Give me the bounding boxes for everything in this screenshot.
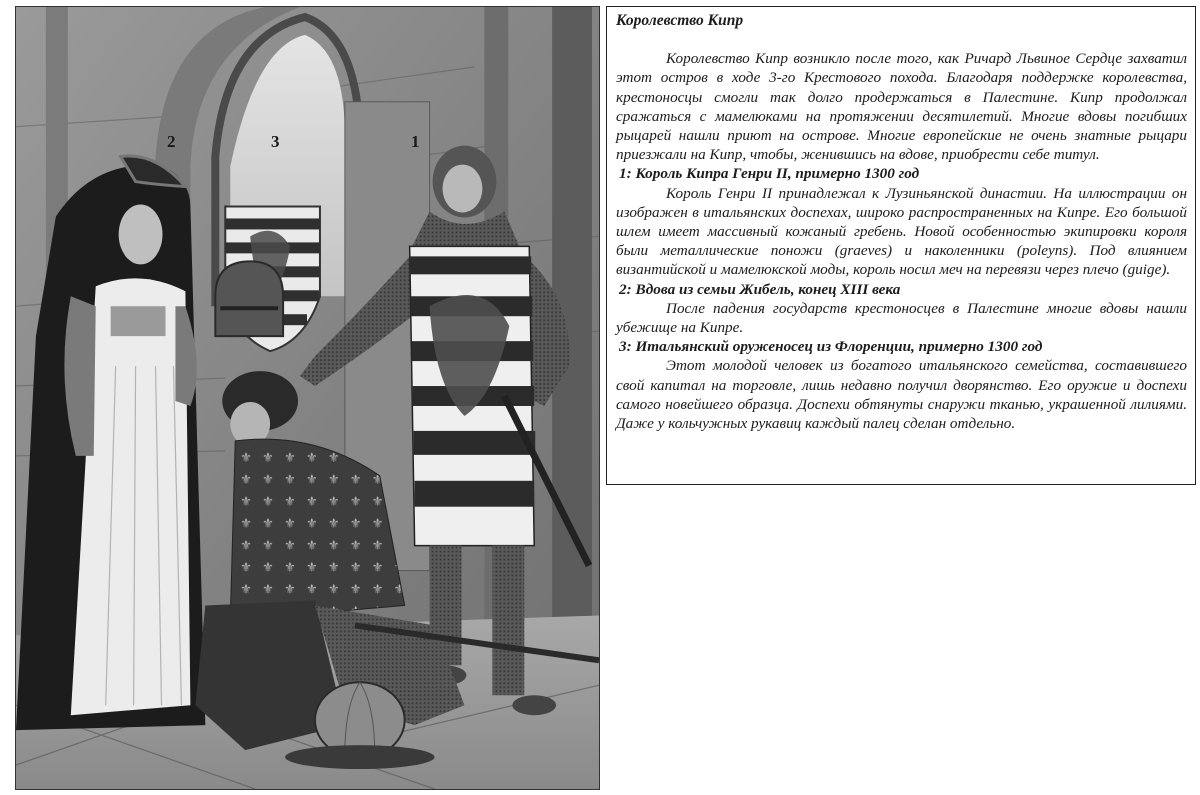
illustration-plate <box>15 6 600 790</box>
section-3-body: Этот молодой человек из богатого итальянского семейства, составившего свой капитал на торговле, лишь недавно получил дворянство. Его оружие и доспехи самого новейшего образца. Доспехи обтянуты снаружи тканью, украшенной лилиями. Даже у кольчужных рукавиц каждый палец сделан отдельно. <box>616 357 1187 433</box>
section-2-body: После падения государств крестоносцев в Палестине многие вдовы нашли убежище на Кипре. <box>616 299 1187 337</box>
intro-paragraph: Королевство Кипр возникло после того, как Ричард Львиное Сердце захватил этот остров в ходе 3-го Крестового похода. Благодаря поддержке королевства, крестоносцы смогли так долго продержаться в Палестине. Кипр продолжал сражаться с мамелюками на протяжении десятилетий. Многие вдовы погибших рыцарей нашли приют на острове. Многие европейские не очень знатные рыцари приезжали на Кипр, чтобы, женившись на вдове, приобрести себе титул. <box>616 50 1187 164</box>
section-1-body: Король Генри II принадлежал к Лузиньянской династии. На иллюстрации он изображен в итальянских доспехах, широко распространенных на Кипре. Его большой шлем имеет массивный кожаный гребень. Новой особенностью экипировки короля были металлические поножи (graeves) и наколенники (poleyns). Под влиянием византийской и мамелюкской моды, король носил меч на перевязи через плечо (guige). <box>616 184 1187 279</box>
figure-label-1: 1 <box>411 132 420 151</box>
section-2-heading: 2: Вдова из семьи Жибель, конец XIII века <box>619 280 901 298</box>
knights-illustration <box>16 7 599 789</box>
figure-label-2: 2 <box>167 132 176 151</box>
section-1-heading: 1: Король Кипра Генри II, примерно 1300 год <box>619 165 920 183</box>
caption-box <box>606 6 1196 485</box>
caption-title: Королевство Кипр <box>616 12 744 29</box>
section-3-heading: 3: Итальянский оруженосец из Флоренции, примерно 1300 год <box>619 338 1043 356</box>
figure-label-3: 3 <box>271 132 280 151</box>
